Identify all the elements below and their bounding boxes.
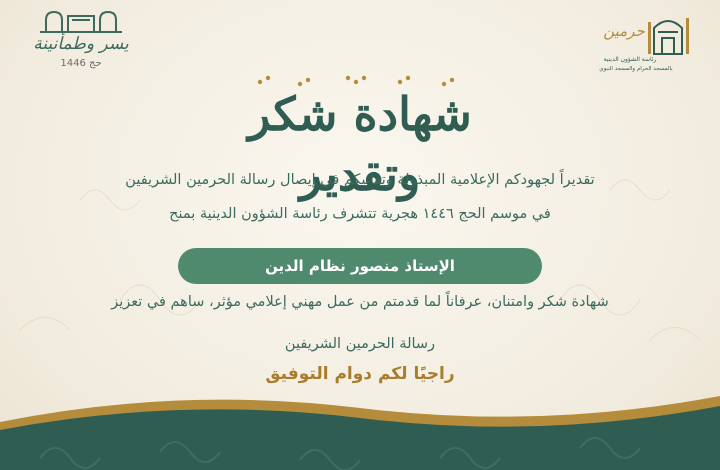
hajj-year: حج 1446 [60, 58, 102, 69]
body-line-2: في موسم الحج ١٤٤٦ هجرية تتشرف رئاسة الشؤون الدينية بمنح [169, 206, 551, 222]
certificate-title: شهادة شكر وتقدير [248, 87, 472, 201]
haramain-logo [582, 12, 694, 78]
brand-subtitle-2: بالمسجد الحرام والمسجد النبوي [599, 66, 673, 72]
slogan-text: يسر وطمأنينة [33, 34, 129, 54]
footer-wave-band [0, 378, 720, 470]
hajj-slogan-emblem [26, 6, 136, 84]
body-line-4: رسالة الحرمين الشريفين [284, 336, 436, 352]
closing-wish: راجيًا لكم دوام التوفيق [265, 364, 455, 384]
brand-name: حرمين [603, 22, 645, 40]
kaaba-arch-icon [36, 6, 126, 36]
recipient-name: الإستاذ منصور نظام الدين [178, 248, 542, 284]
brand-subtitle-1: رئاسة الشؤون الدينية [603, 56, 657, 63]
body-line-3: شهادة شكر وامتنان، عرفاناً لما قدمتم من عمل مهني إعلامي مؤثر، ساهم في تعزيز [111, 294, 609, 310]
body-line-1: تقديراً لجهودكم الإعلامية المبذولة وتفانيكم في إيصال رسالة الحرمين الشريفين [125, 172, 595, 188]
